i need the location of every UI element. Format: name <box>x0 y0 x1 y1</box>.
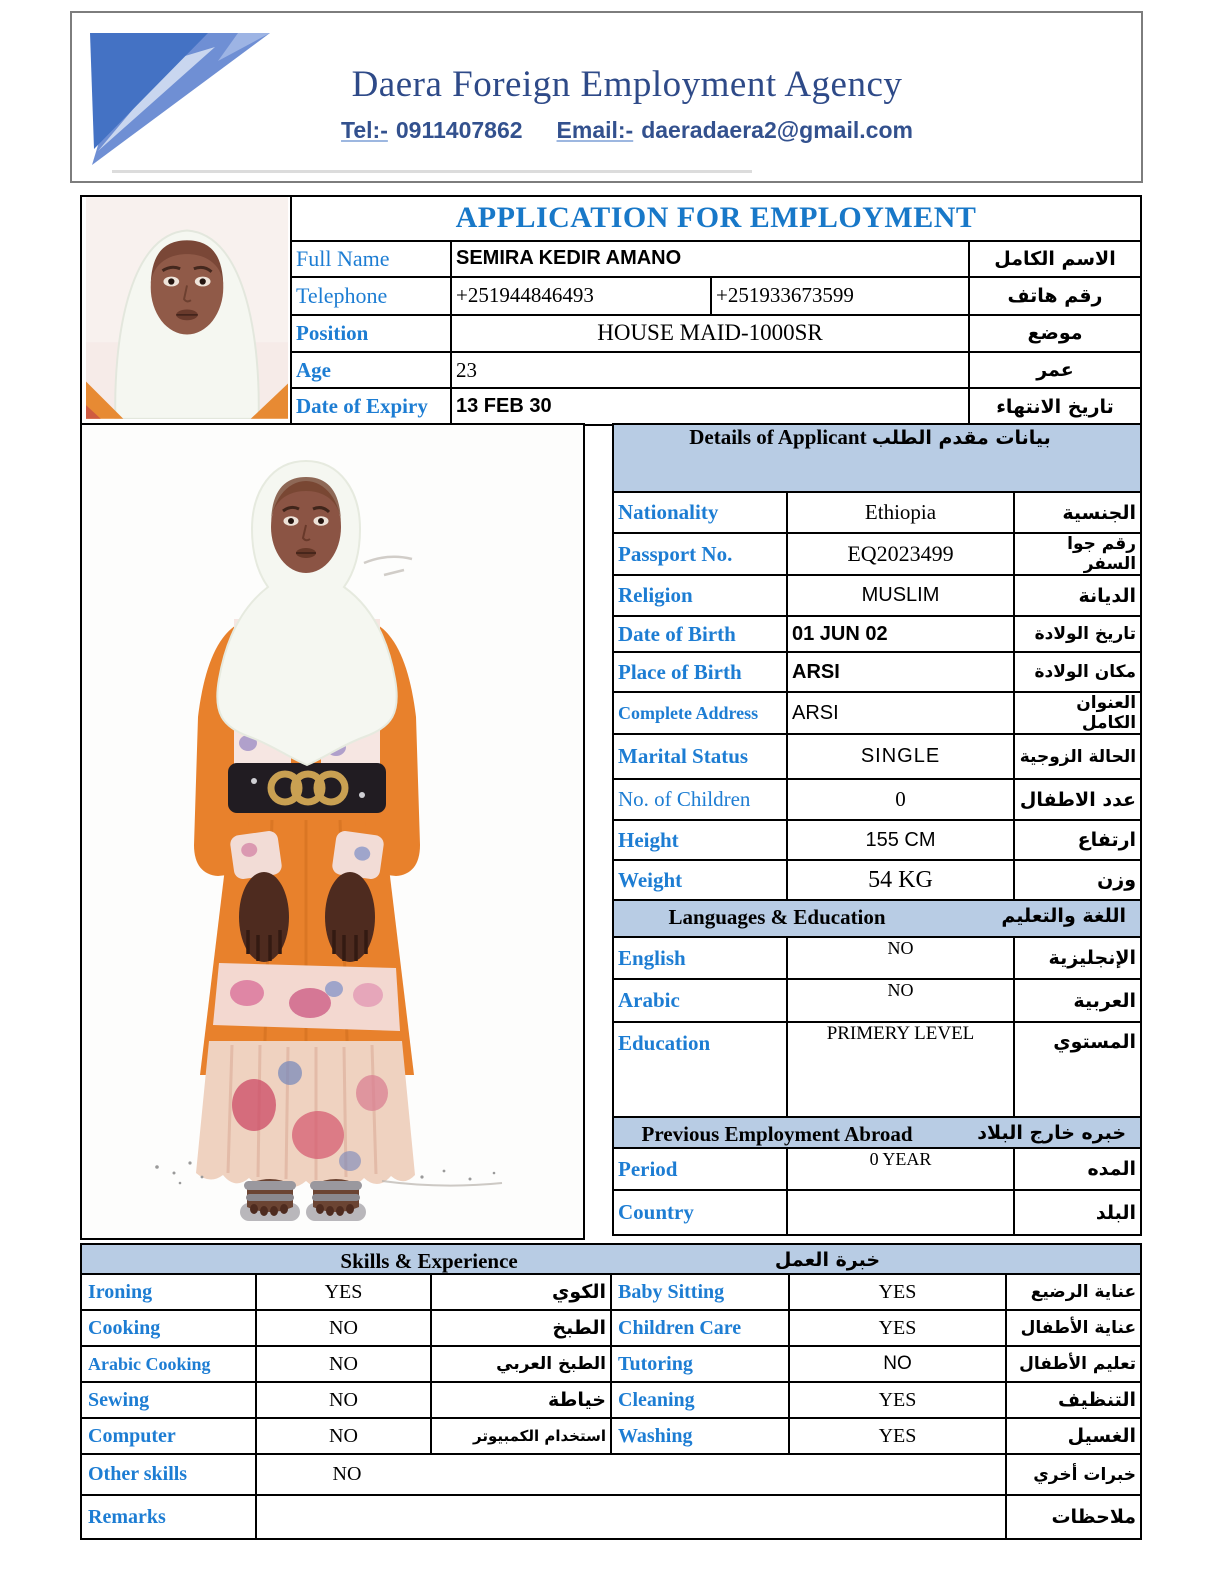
skills-title-ar: خبرة العمل <box>774 1249 881 1271</box>
arabic-label-ar: العربية <box>1014 979 1141 1022</box>
full-name-label-ar: الاسم الكامل <box>969 241 1141 277</box>
marital-status-label: Marital Status <box>613 734 787 779</box>
computer-label-ar: استخدام الكمبيوتر <box>431 1418 611 1454</box>
agency-name: Daera Foreign Employment Agency <box>351 64 903 105</box>
education-value: PRIMERY LEVEL <box>787 1022 1014 1117</box>
no-of-children-row <box>613 779 1141 820</box>
remarks-row <box>81 1495 1141 1539</box>
position-label-ar: موضع <box>969 315 1141 352</box>
tutoring-label-ar: تعليم الأطفال <box>1006 1346 1141 1382</box>
date-of-birth-value: 01 JUN 02 <box>787 616 1014 652</box>
period-label-ar: المده <box>1014 1148 1141 1190</box>
sewing-cleaning-row <box>81 1382 1141 1418</box>
tutoring-label: Tutoring <box>611 1346 789 1382</box>
arabic-label: Arabic <box>613 979 787 1022</box>
religion-value: MUSLIM <box>787 575 1014 616</box>
arabic-cooking-label: Arabic Cooking <box>81 1346 256 1382</box>
tel-label: Tel:- <box>341 117 388 143</box>
tutoring-value: NO <box>789 1346 1006 1382</box>
details-title-ar: بيانات مقدم الطلب <box>871 427 1051 449</box>
email-address: daeradaera2@gmail.com <box>641 117 913 143</box>
arabiccooking-tutoring-row <box>81 1346 1141 1382</box>
age-label-ar: عمر <box>969 352 1141 388</box>
place-of-birth-label-ar: مكان الولادة <box>1014 652 1141 692</box>
no-of-children-label-ar: عدد الاطفال <box>1014 779 1141 820</box>
passport-no-value: EQ2023499 <box>787 533 1014 575</box>
cooking-label-ar: الطبخ <box>431 1310 611 1346</box>
application-form <box>80 195 1140 1540</box>
languages-title-ar: اللغة والتعليم <box>1001 905 1127 927</box>
children-care-value: YES <box>789 1310 1006 1346</box>
weight-row <box>613 860 1141 900</box>
date-of-birth-label: Date of Birth <box>613 616 787 652</box>
date-of-birth-row <box>613 616 1141 652</box>
country-value <box>787 1190 1014 1235</box>
full-body-photo-cell <box>80 423 585 1240</box>
place-of-birth-row <box>613 652 1141 692</box>
arabic-value: NO <box>787 979 1014 1022</box>
date-of-birth-label-ar: تاريخ الولادة <box>1014 616 1141 652</box>
previous-employment-title-ar: خبره خارج البلاد <box>977 1122 1127 1144</box>
telephone-value-1: +251944846493 <box>451 277 711 314</box>
weight-label: Weight <box>613 860 787 900</box>
complete-address-label: Complete Address <box>613 692 787 734</box>
complete-address-row <box>613 692 1141 734</box>
height-value: 155 CM <box>787 820 1014 860</box>
passport-no-label: Passport No. <box>613 533 787 575</box>
washing-label-ar: الغسيل <box>1006 1418 1141 1454</box>
marital-status-value: SINGLE <box>787 734 1014 779</box>
height-label-ar: ارتفاع <box>1014 820 1141 860</box>
age-label: Age <box>291 352 451 388</box>
languages-section-header <box>613 900 1141 937</box>
country-label: Country <box>613 1190 787 1235</box>
cleaning-label-ar: التنظيف <box>1006 1382 1141 1418</box>
place-of-birth-value: ARSI <box>787 652 1014 692</box>
height-label: Height <box>613 820 787 860</box>
sewing-label-ar: خياطة <box>431 1382 611 1418</box>
passport-photo-cell <box>81 196 291 425</box>
height-row <box>613 820 1141 860</box>
full-body-photo <box>82 425 583 1238</box>
washing-value: YES <box>789 1418 1006 1454</box>
weight-value: 54 KG <box>787 860 1014 900</box>
weight-label-ar: وزن <box>1014 860 1141 900</box>
ironing-babysitting-row <box>81 1274 1141 1310</box>
english-label: English <box>613 937 787 979</box>
age-value: 23 <box>451 352 969 388</box>
sewing-label: Sewing <box>81 1382 256 1418</box>
ironing-label-ar: الكوي <box>431 1274 611 1310</box>
date-of-expiry-value: 13 FEB 30 <box>451 388 969 425</box>
passport-photo <box>86 197 288 419</box>
complete-address-label-ar: العنوان الكامل <box>1014 692 1141 734</box>
full-name-label: Full Name <box>291 241 451 277</box>
religion-row <box>613 575 1141 616</box>
details-section-header <box>613 424 1141 492</box>
no-of-children-value: 0 <box>787 779 1014 820</box>
cooking-label: Cooking <box>81 1310 256 1346</box>
other-skills-label: Other skills <box>81 1454 256 1495</box>
ironing-label: Ironing <box>81 1274 256 1310</box>
arabic-cooking-label-ar: الطبخ العربي <box>431 1346 611 1382</box>
previous-employment-title-en: Previous Employment Abroad <box>641 1122 913 1146</box>
cooking-value: NO <box>256 1310 431 1346</box>
letterhead-divider <box>112 170 752 173</box>
education-row <box>613 1022 1141 1117</box>
remarks-label: Remarks <box>81 1495 256 1539</box>
complete-address-value: ARSI <box>787 692 1014 734</box>
other-skills-label-ar: خبرات أخري <box>1006 1454 1141 1495</box>
period-value: 0 YEAR <box>787 1148 1014 1190</box>
other-skills-value: NO <box>332 1463 362 1485</box>
baby-sitting-label: Baby Sitting <box>611 1274 789 1310</box>
education-label-ar: المستوي <box>1014 1022 1141 1117</box>
telephone-label: Telephone <box>291 277 451 314</box>
cooking-childrencare-row <box>81 1310 1141 1346</box>
skills-section-header <box>81 1244 1141 1274</box>
previous-employment-section-header <box>613 1117 1141 1148</box>
english-value: NO <box>787 937 1014 979</box>
remarks-value <box>256 1495 1006 1539</box>
english-row <box>613 937 1141 979</box>
telephone-label-ar: رقم هاتف <box>969 277 1141 314</box>
children-care-label-ar: عناية الأطفال <box>1006 1310 1141 1346</box>
washing-label: Washing <box>611 1418 789 1454</box>
ironing-value: YES <box>256 1274 431 1310</box>
application-header-table <box>80 195 1142 426</box>
email-label: Email:- <box>556 117 634 143</box>
date-of-expiry-label: Date of Expiry <box>291 388 451 425</box>
country-row <box>613 1190 1141 1235</box>
languages-title-en: Languages & Education <box>668 905 886 929</box>
details-table <box>612 423 1142 1236</box>
religion-label: Religion <box>613 575 787 616</box>
other-skills-row <box>81 1454 1141 1495</box>
nationality-value: Ethiopia <box>787 492 1014 533</box>
computer-value: NO <box>256 1418 431 1454</box>
education-label: Education <box>613 1022 787 1117</box>
position-value: HOUSE MAID-1000SR <box>451 315 969 352</box>
baby-sitting-value: YES <box>789 1274 1006 1310</box>
tel-number: 0911407862 <box>395 117 523 143</box>
date-of-expiry-label-ar: تاريخ الانتهاء <box>969 388 1141 425</box>
period-row <box>613 1148 1141 1190</box>
computer-label: Computer <box>81 1418 256 1454</box>
cleaning-value: YES <box>789 1382 1006 1418</box>
application-title: APPLICATION FOR EMPLOYMENT <box>291 196 1141 241</box>
nationality-row <box>613 492 1141 533</box>
no-of-children-label: No. of Children <box>613 779 787 820</box>
computer-washing-row <box>81 1418 1141 1454</box>
period-label: Period <box>613 1148 787 1190</box>
position-label: Position <box>291 315 451 352</box>
nationality-label-ar: الجنسية <box>1014 492 1141 533</box>
arabic-row <box>613 979 1141 1022</box>
english-label-ar: الإنجليزية <box>1014 937 1141 979</box>
cleaning-label: Cleaning <box>611 1382 789 1418</box>
place-of-birth-label: Place of Birth <box>613 652 787 692</box>
skills-title-en: Skills & Experience <box>340 1249 518 1273</box>
telephone-value-2: +251933673599 <box>711 277 969 314</box>
letterhead <box>70 11 1143 183</box>
children-care-label: Children Care <box>611 1310 789 1346</box>
full-name-value: SEMIRA KEDIR AMANO <box>451 241 969 277</box>
sewing-value: NO <box>256 1382 431 1418</box>
passport-no-row <box>613 533 1141 575</box>
baby-sitting-label-ar: عناية الرضيع <box>1006 1274 1141 1310</box>
passport-no-label-ar: رقم جوا السفر <box>1014 533 1141 575</box>
arabic-cooking-value: NO <box>256 1346 431 1382</box>
skills-table <box>80 1243 1142 1540</box>
marital-status-row <box>613 734 1141 779</box>
marital-status-label-ar: الحالة الزوجية <box>1014 734 1141 779</box>
country-label-ar: البلد <box>1014 1190 1141 1235</box>
remarks-label-ar: ملاحظات <box>1006 1495 1141 1539</box>
nationality-label: Nationality <box>613 492 787 533</box>
details-title-en: Details of Applicant <box>689 425 867 449</box>
agency-contact-line <box>242 117 1012 144</box>
religion-label-ar: الديانة <box>1014 575 1141 616</box>
